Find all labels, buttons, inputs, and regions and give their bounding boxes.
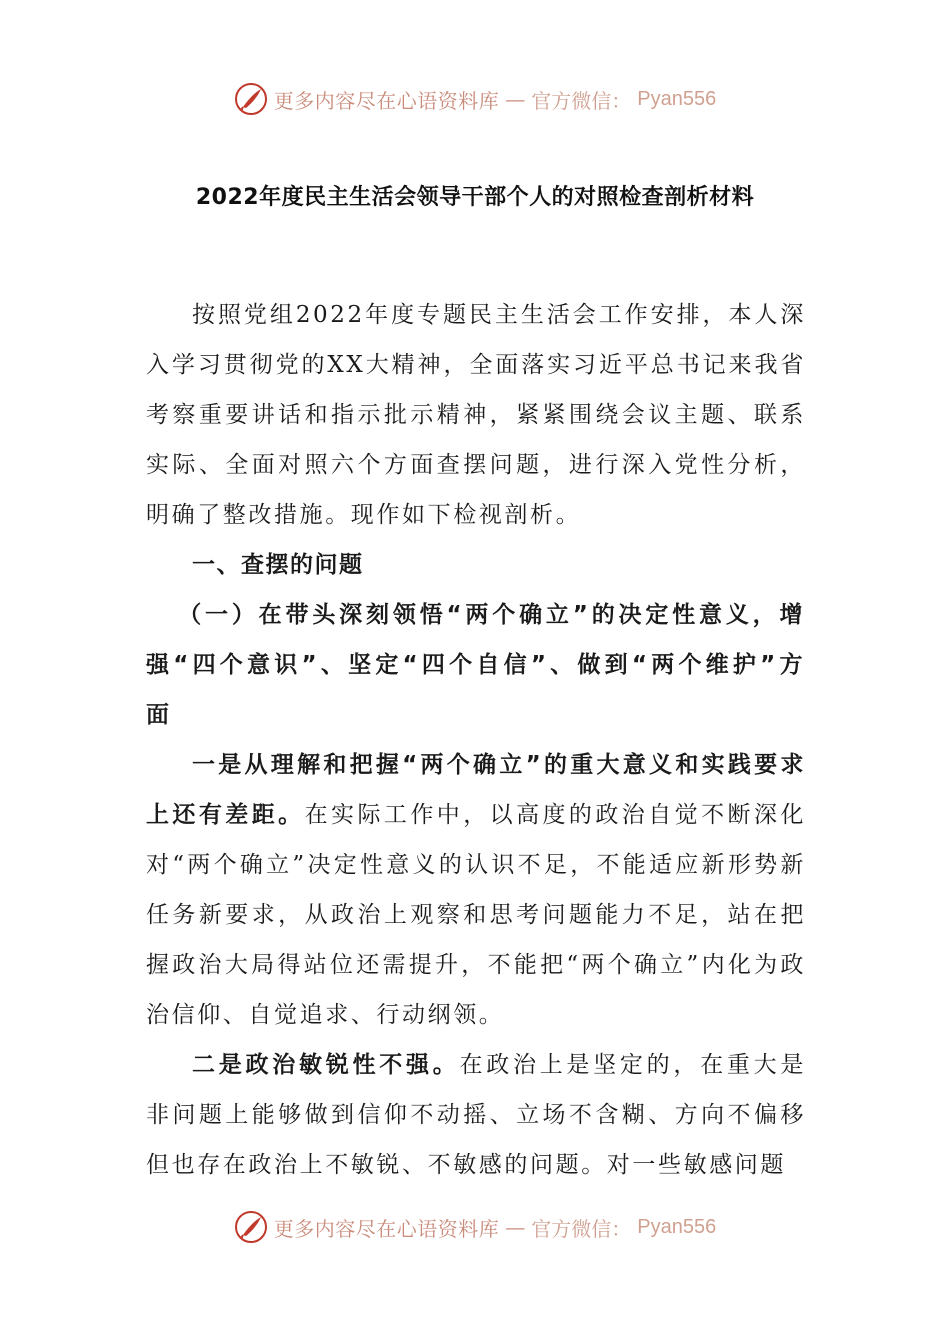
- watermark-wechat-label: 官方微信：: [531, 88, 632, 113]
- point-paragraph-2: [146, 1040, 806, 1190]
- point-1-lead: 一是从理解和把握“两个确立”的重大意义和实践要求上还有差距。: [146, 752, 806, 828]
- quill-logo-icon: [234, 82, 268, 116]
- point-2-lead: 二是政治敏锐性不强。: [192, 1052, 460, 1078]
- watermark-dash: —: [505, 1215, 526, 1239]
- watermark-bottom: [0, 1210, 950, 1244]
- watermark-text: 更多内容尽在心语资料库: [273, 88, 500, 113]
- watermark-wechat-id: Pyan556: [637, 87, 717, 110]
- watermark-wechat-label: 官方微信：: [531, 1216, 632, 1241]
- sub-heading-1: （一）在带头深刻领悟“两个确立”的决定性意义，增强“四个意识”、坚定“四个自信”、做到“两个维护”方面: [146, 602, 806, 728]
- point-1-body: 在实际工作中，以高度的政治自觉不断深化对“两个确立”决定性意义的认识不足，不能适应新形势新任务新要求，从政治上观察和思考问题能力不足，站在把握政治大局得站位还需提升，不能把“两个确立”内化为政治信仰、自觉追求、行动纲领。: [146, 802, 806, 1028]
- watermark-top: [0, 82, 950, 116]
- watermark-wechat-id: Pyan556: [637, 1215, 717, 1238]
- quill-logo-icon: [234, 1210, 268, 1244]
- document-body: [146, 290, 806, 1190]
- point-2-body: 在政治上是坚定的，在重大是非问题上能够做到信仰不动摇、立场不含糊、方向不偏移但也存在政治上不敏锐、不敏感的问题。对一些敏感问题: [146, 1052, 806, 1178]
- watermark-text: 更多内容尽在心语资料库: [273, 1216, 500, 1241]
- watermark-dash: —: [505, 87, 526, 111]
- document-title: 2022年度民主生活会领导干部个人的对照检查剖析材料: [195, 185, 755, 210]
- section-heading-1: 一、查摆的问题: [192, 552, 364, 578]
- point-paragraph-1: [146, 740, 806, 1040]
- intro-paragraph: 按照党组2022年度专题民主生活会工作安排，本人深入学习贯彻党的XX大精神，全面落实习近平总书记来我省考察重要讲话和指示批示精神，紧紧围绕会议主题、联系实际、全面对照六个方面查摆问题，进行深入党性分析，明确了整改措施。现作如下检视剖析。: [146, 302, 806, 528]
